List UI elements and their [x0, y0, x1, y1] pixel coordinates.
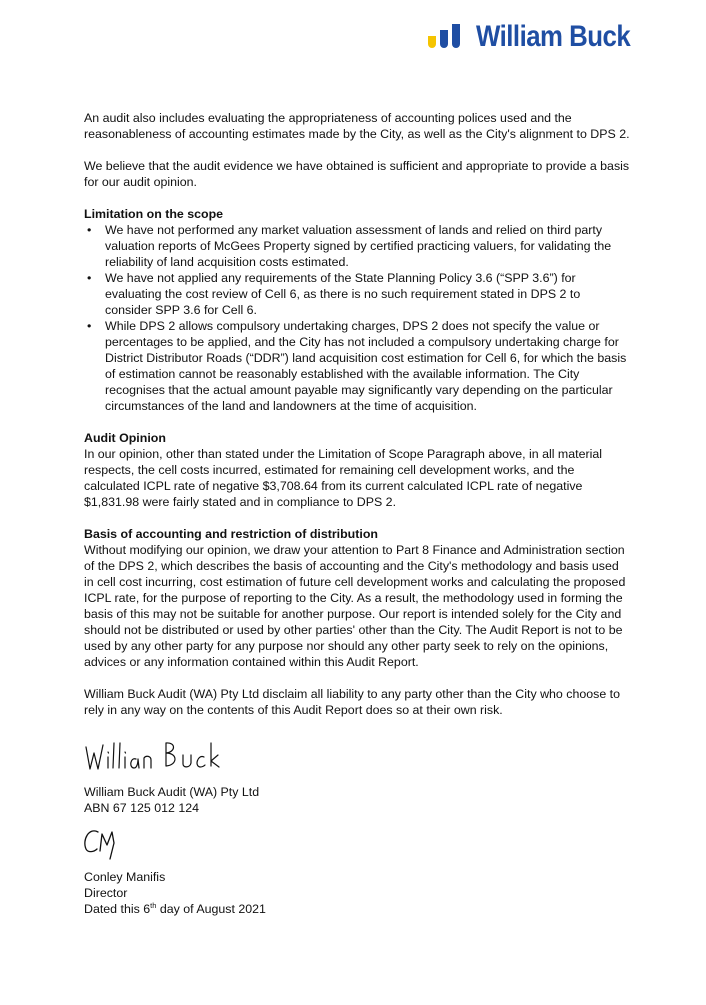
- limitation-list: [84, 222, 630, 414]
- list-item: • While DPS 2 allows compulsory undertaking charges, DPS 2 does not specify the value or percentages to be applied, and the City has not included a compulsory undertaking charge for District Distributor Roads (“DDR”) land acquisition cost estimation for Cell 6, for which the basis of estimation cannot be reasonably established with the available information. The City recognises that the actual amount payable may significantly vary depending on the particular circumstances of the land and landowners at the time of acquisition.: [84, 318, 630, 414]
- director-handwritten-signature: [81, 818, 141, 862]
- date-line: Dated this 6th day of August 2021: [84, 900, 266, 916]
- report-body: [84, 110, 630, 917]
- list-item: • We have not performed any market valuation assessment of lands and relied on third party valuation reports of McGees Property signed by certified practicing valuers, for validating the reliability of land acquisition costs estimated.: [84, 222, 630, 270]
- brand-wordmark: William Buck: [476, 20, 631, 53]
- logo-mark-icon: [427, 22, 471, 52]
- audit-opinion-heading: Audit Opinion: [84, 431, 166, 445]
- list-item: • We have not applied any requirements of the State Planning Policy 3.6 (“SPP 3.6”) for evaluating the cost review of Cell 6, as there is no such requirement stated in DPS 2 to consider SPP 3.6 for Cell 6.: [84, 270, 630, 318]
- firm-handwritten-signature: [82, 733, 222, 777]
- firm-name: William Buck Audit (WA) Pty Ltd: [84, 785, 260, 799]
- limitation-heading: Limitation on the scope: [84, 207, 224, 221]
- director-title: Director: [84, 886, 128, 900]
- william-buck-logo: [427, 20, 689, 54]
- intro-paragraph-2: We believe that the audit evidence we have obtained is sufficient and appropriate to provide a basis for our audit opinion.: [84, 159, 630, 189]
- director-name: Conley Manifis: [84, 870, 166, 884]
- firm-abn: ABN 67 125 012 124: [84, 801, 200, 815]
- audit-opinion-text: In our opinion, other than stated under the Limitation of Scope Paragraph above, in all material respects, the cell costs incurred, estimated for remaining cell development works, and the calculated ICPL rate of negative $3,708.64 from its current calculated ICPL rate of negative $1,831.98 were fairly stated and in compliance to DPS 2.: [84, 447, 602, 509]
- disclaimer-text: William Buck Audit (WA) Pty Ltd disclaim all liability to any party other than the City who choose to rely in any way on the contents of this Audit Report does so at their own risk.: [84, 687, 620, 717]
- intro-paragraph-1: An audit also includes evaluating the appropriateness of accounting polices used and the reasonableness of accounting estimates made by the City, as well as the City's alignment to DPS 2.: [84, 111, 630, 141]
- basis-heading: Basis of accounting and restriction of distribution: [84, 527, 378, 541]
- basis-text: Without modifying our opinion, we draw your attention to Part 8 Finance and Administration section of the DPS 2, which describes the basis of accounting and the City's methodology and basis used in cell cost incurring, cost estimation of future cell development works and calculating the proposed ICPL rate, for the purpose of reporting to the City. As a result, the methodology used in forming the basis of this may not be suitable for another purpose. Our report is intended solely for the City and should not be distributed or used by other parties' other than the City. The Audit Report is not to be used by any other party for any purpose nor should any other party seek to rely on the opinions, advices or any information contained within this Audit Report.: [84, 543, 626, 669]
